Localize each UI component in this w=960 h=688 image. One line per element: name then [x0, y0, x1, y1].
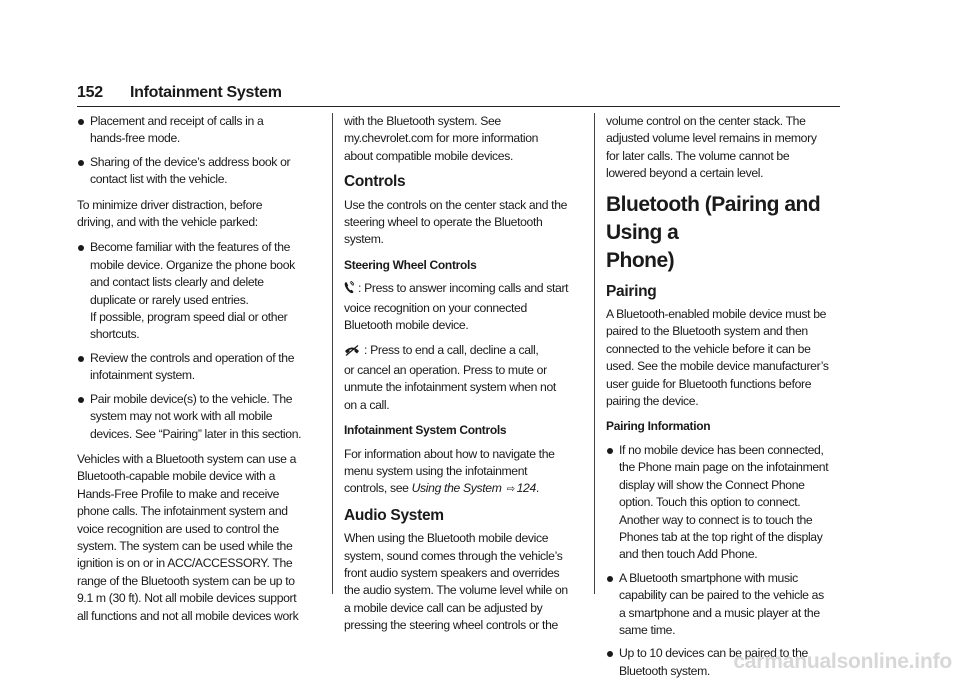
paragraph [344, 446, 590, 499]
paragraph [77, 451, 323, 625]
section-title [606, 191, 844, 275]
xref-text: Using the System [411, 481, 502, 496]
text-line: for later calls. The volume cannot be [606, 148, 790, 163]
paragraph [344, 113, 590, 165]
list-item [606, 570, 844, 640]
text-line: mobile device. Organize the phone book [90, 257, 295, 272]
text-line: A Bluetooth-enabled mobile device must be [606, 307, 827, 322]
text-line: Up to 10 devices can be paired to the [619, 646, 808, 661]
text-line: all functions and not all mobile devices work [77, 608, 299, 623]
text-line: menu system using the infotainment [344, 463, 528, 478]
page-title: Infotainment System [130, 84, 282, 101]
section-heading: Audio System [344, 506, 444, 524]
text-line: When using the Bluetooth mobile device [344, 531, 549, 546]
text-line: with the Bluetooth system. See [344, 114, 501, 128]
bullet-icon [78, 245, 84, 251]
text-line: steering wheel to operate the Bluetooth [344, 215, 543, 230]
text-line: Bluetooth mobile device. [344, 318, 469, 333]
column-divider [332, 113, 333, 594]
text-line: For information about how to navigate the [344, 446, 555, 461]
text-line: volume control on the center stack. The [606, 114, 806, 128]
text-line: Hands-Free Profile to make and receive [77, 486, 280, 501]
text-line: contact list with the vehicle. [90, 172, 228, 187]
bullet-list [77, 239, 323, 442]
text-line: phone calls. The infotainment system and [77, 504, 288, 519]
page-header [77, 82, 840, 107]
paragraph [77, 197, 323, 232]
subheading: Infotainment System Controls [344, 423, 507, 438]
section-heading: Pairing [606, 282, 657, 300]
bullet-icon [78, 397, 84, 403]
paragraph [606, 113, 844, 183]
page-arrow-icon: ⇨ [506, 484, 515, 496]
text-line: pairing the device. [606, 394, 699, 409]
text-line: connected to the vehicle before it can be [606, 341, 811, 356]
text-line: same time. [619, 622, 676, 637]
text-line: lowered beyond a certain level. [606, 166, 764, 181]
text-line: the Phone main page on the infotainment [619, 460, 829, 475]
text-line: Another way to connect is to touch the [619, 512, 813, 527]
column-3 [606, 113, 844, 688]
page-number: 152 [77, 84, 103, 101]
section-heading: Controls [344, 173, 406, 191]
text-line: display will show the Connect Phone [619, 477, 805, 492]
bullet-icon [607, 576, 613, 582]
text-line: option. Touch this option to connect. [619, 495, 801, 510]
text-line: If possible, program speed dial or other [90, 310, 288, 325]
list-item [77, 350, 323, 385]
text-line [344, 342, 590, 361]
text-line: user guide for Bluetooth functions before [606, 376, 812, 391]
text-line: system. The system can be used while the [77, 538, 293, 553]
text-line: voice recognition on your connected [344, 300, 527, 315]
list-item [77, 113, 323, 148]
text-line: ignition is on or in ACC/ACCESSORY. The [77, 556, 293, 571]
text-line: front audio system speakers and overrides [344, 565, 560, 580]
bullet-list [606, 442, 844, 680]
list-item [77, 391, 323, 443]
paragraph [344, 342, 590, 414]
bullet-icon [607, 651, 613, 657]
watermark: carmanualsonline.info [733, 650, 952, 673]
text-line: Sharing of the device’s address book or [90, 154, 291, 169]
text-line: To minimize driver distraction, before [77, 197, 263, 212]
text-line: system, sound comes through the vehicle’s [344, 548, 563, 563]
text-line: Bluetooth system. [619, 663, 710, 678]
column-2 [344, 113, 590, 643]
bullet-icon [78, 119, 84, 125]
text-line: infotainment system. [90, 368, 195, 383]
text-line: a smartphone and a music player at the [619, 605, 820, 620]
text-line: system. [344, 232, 384, 247]
text-line: Review the controls and operation of the [90, 350, 295, 365]
text-line: Phones tab at the top right of the display [619, 529, 823, 544]
text-line: paired to the Bluetooth system and then [606, 324, 808, 339]
text-line: on a call. [344, 397, 390, 412]
paragraph [344, 197, 590, 249]
paragraph [344, 530, 590, 634]
xref-page: 124 [516, 481, 536, 496]
text-line: duplicate or rarely used entries. [90, 292, 249, 307]
text-line: a mobile device call can be adjusted by [344, 600, 543, 615]
text-line: Bluetooth-capable mobile device with a [77, 469, 276, 484]
text-line: 9.1 m (30 ft). Not all mobile devices support [77, 591, 297, 606]
list-item [606, 442, 844, 564]
text-line: my.chevrolet.com for more information [344, 131, 539, 146]
paragraph [344, 280, 590, 334]
subheading: Steering Wheel Controls [344, 257, 477, 272]
text-line: Become familiar with the features of the [90, 240, 291, 255]
text-line: pressing the steering wheel controls or the [344, 618, 558, 633]
text-line: hands-free mode. [90, 131, 180, 146]
text-line: or cancel an operation. Press to mute or [344, 362, 547, 377]
column-1 [77, 113, 323, 633]
text-line: driving, and with the vehicle parked: [77, 215, 258, 230]
text-line: adjusted volume level remains in memory [606, 131, 817, 146]
text-line: and contact lists clearly and delete [90, 275, 264, 290]
call-text: : Press to answer incoming calls and start [355, 281, 569, 296]
text-line: and then touch Add Phone. [619, 547, 758, 562]
text-fragment: . [535, 481, 539, 496]
call-voice-icon [344, 281, 354, 299]
paragraph [606, 306, 844, 410]
text-line: range of the Bluetooth system can be up to [77, 573, 295, 588]
text-line [344, 480, 590, 498]
text-line: Placement and receipt of calls in a [90, 114, 264, 128]
list-item [77, 239, 323, 343]
text-line: If no mobile device has been connected, [619, 442, 824, 457]
text-line: devices. See “Pairing” later in this section. [90, 426, 302, 441]
bullet-icon [78, 356, 84, 362]
text-line: unmute the infotainment system when not [344, 380, 556, 395]
text-line: Vehicles with a Bluetooth system can use a [77, 451, 297, 466]
text-line: voice recognition are used to control the [77, 521, 279, 536]
subheading: Pairing Information [606, 419, 711, 434]
bullet-list [77, 113, 323, 189]
text-line: A Bluetooth smartphone with music [619, 570, 798, 585]
text-fragment: controls, see [344, 481, 412, 496]
end-call-icon [344, 344, 360, 361]
text-line: shortcuts. [90, 327, 140, 342]
text-line: about compatible mobile devices. [344, 148, 514, 163]
text-line [344, 280, 590, 299]
bullet-icon [607, 448, 613, 454]
text-line: Use the controls on the center stack and the [344, 197, 568, 212]
title-line: Phone) [606, 248, 675, 272]
bullet-icon [78, 160, 84, 166]
cross-reference-link[interactable] [412, 481, 536, 495]
column-divider [594, 113, 595, 594]
title-line: Bluetooth (Pairing and Using a [606, 192, 821, 244]
text-line: capability can be paired to the vehicle as [619, 588, 824, 603]
text-line: the audio system. The volume level while on [344, 583, 568, 598]
end-text: : Press to end a call, decline a call, [361, 343, 539, 358]
text-line: system may not work with all mobile [90, 409, 273, 424]
list-item [77, 154, 323, 189]
text-line: Pair mobile device(s) to the vehicle. The [90, 391, 293, 406]
text-line: used. See the mobile device manufacturer’s [606, 359, 829, 374]
